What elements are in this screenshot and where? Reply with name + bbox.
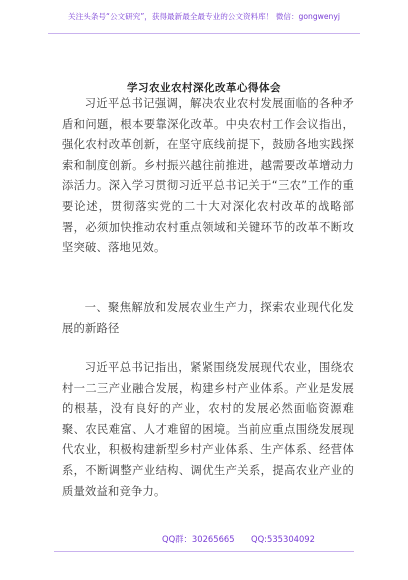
paragraph-intro: 习近平总书记强调，解决农业农村发展面临的各种矛盾和问题，根本要靠深化改革。中央农村工作会议指出，强化农村改革创新，在坚守底线前提下，鼓励各地实践探索和制度创新。乡村振兴越往前推进，越需要改革增动力添活力。深入学习贯彻习近平总书记关于“三农”工作的重要论述，贯彻落实党的二十大对深化农村改革的战略部署，必须加快推动农村重点领域和关键环节的改革不断攻坚突破、落地见效。 (62, 97, 354, 255)
header-banner: 关注头条号“公文研究”，获得最新最全最专业的公文资料库！ 微信：gongwenyj (68, 12, 340, 21)
footer-bar (56, 532, 352, 546)
document-title: 学习农业农村深化改革心得体会 (127, 82, 281, 94)
header-divider (48, 33, 360, 34)
section-heading: 一、聚焦解放和发展农业生产力，探索农业现代化发展的新路径 (62, 301, 354, 335)
footer-qq: QQ:535304092 (251, 534, 315, 544)
footer-qq-group: QQ群：30265665 (162, 534, 235, 544)
footer-divider (54, 551, 354, 552)
paragraph-section-1: 习近平总书记指出，紧紧围绕发展现代农业，围绕农村一二三产业融合发展，构建乡村产业体系。产业是发展的根基，没有良好的产业，农村的发展必然面临资源难聚、农民难富、人才难留的困境。当前应重点围绕发展现代农业，积极构建新型乡村产业体系、生产体系、经营体系，不断调整产业结构、调优生产关系，提高农业产业的质量效益和竞争力。 (62, 361, 354, 498)
